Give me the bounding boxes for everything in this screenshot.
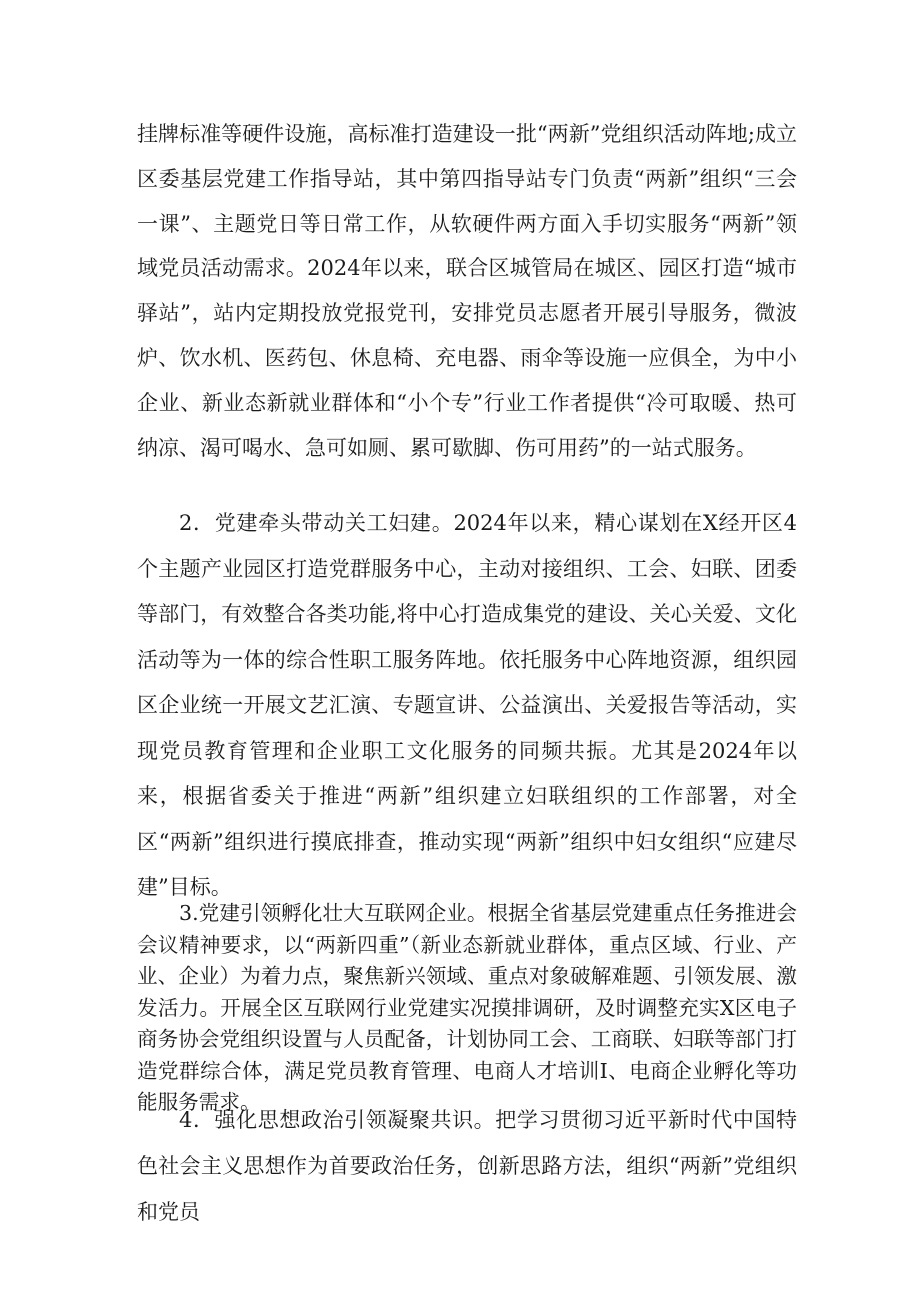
paragraph-item-3-internet-enterprises: 3.党建引领孵化壮大互联网企业。根据全省基层党建重点任务推进会会议精神要求，以“两新四重”（新业态新就业群体，重点区域、行业、产业、企业）为着力点，聚焦新兴领域、重点对象破解难题、引领发展、激发活力。开展全区互联网行业党建实况摸排调研，及时调整充实X区电子商务协会党组织设置与人员配备，计划协同工会、工商联、妇联等部门打造党群综合体，满足党员教育管理、电商人才培训I、电商企业孵化等功能服务需求。 [137,901,797,1114]
paragraph-item-2-party-building: 2．党建牵头带动关工妇建。2024年以来，精心谋划在X经开区4个主题产业园区打造党群服务中心，主动对接组织、工会、妇联、团委等部门，有效整合各类功能,将中心打造成集党的建设、关心关爱、文化活动等为一体的综合性职工服务阵地。依托服务中心阵地资源，组织园区企业统一开展文艺汇演、专题宣讲、公益演出、关爱报告等活动，实现党员教育管理和企业职工文化服务的同频共振。尤其是2024年以来，根据省委关于推进“两新”组织建立妇联组织的工作部署，对全区“两新”组织进行摸底排查，推动实现“两新”组织中妇女组织“应建尽建”目标。 [137,511,797,899]
paragraph-item-4-ideological-guidance: 4．强化思想政治引领凝聚共识。把学习贯彻习近平新时代中国特色社会主义思想作为首要政治任务，创新思路方法，组织“两新”党组织和党员 [137,1108,797,1224]
paragraph-hardware-facilities: 挂牌标准等硬件设施，高标准打造建设一批“两新”党组织活动阵地;成立区委基层党建工作指导站，其中第四指导站专门负责“两新”组织“三会一课”、主题党日等日常工作，从软硬件两方面入手切实服务“两新”领域党员活动需求。2024年以来，联合区城管局在城区、园区打造“城市驿站”，站内定期投放党报党刊，安排党员志愿者开展引导服务，微波炉、饮水机、医药包、休息椅、充电器、雨伞等设施一应俱全，为中小企业、新业态新就业群体和“小个专”行业工作者提供“冷可取暖、热可纳凉、渴可喝水、急可如厕、累可歇脚、伤可用药”的一站式服务。 [137,122,797,460]
